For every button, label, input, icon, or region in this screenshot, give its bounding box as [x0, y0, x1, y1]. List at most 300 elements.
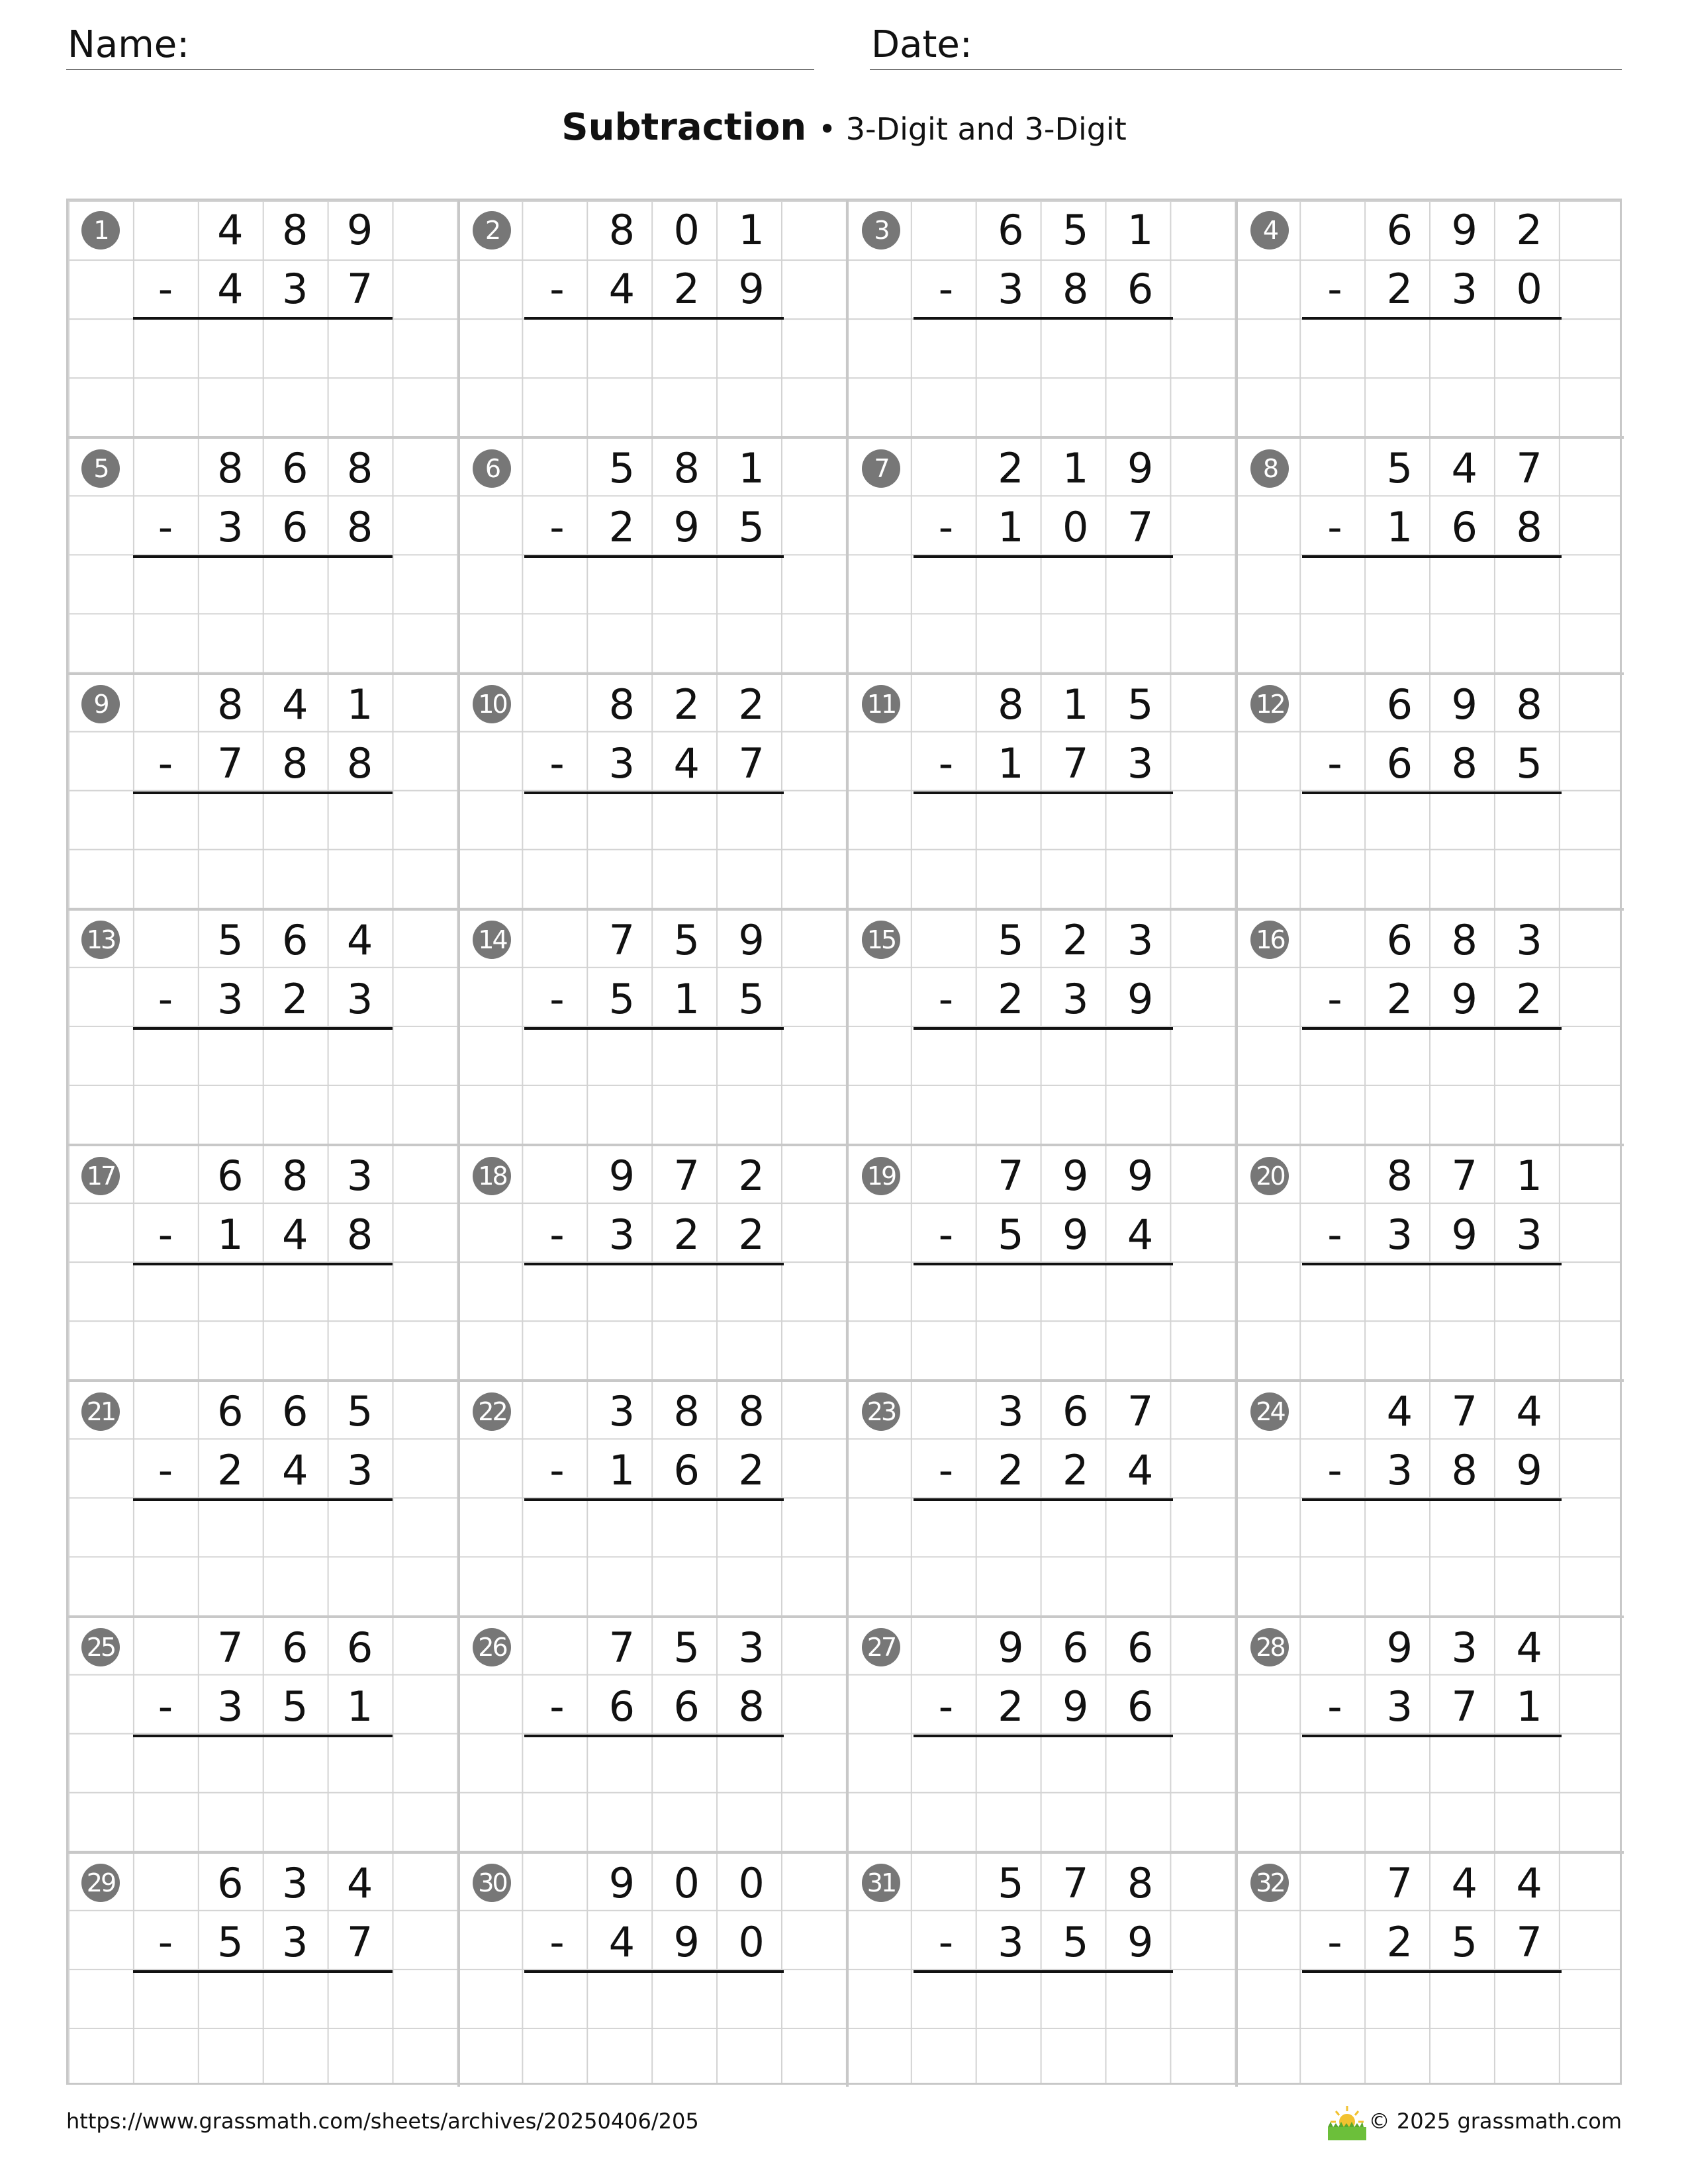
minuend-digit: 5: [673, 915, 700, 964]
subtrahend-digit: 6: [1386, 739, 1413, 788]
subtrahend-digit: 5: [1516, 739, 1542, 788]
minuend-digit: 3: [998, 1387, 1024, 1436]
problem-number-badge: 6: [473, 449, 511, 488]
problem-number-badge: 14: [473, 921, 511, 959]
subtrahend-digit: 5: [282, 1682, 308, 1731]
problem-number-badge: 18: [473, 1157, 511, 1195]
subtrahend-digit: 5: [738, 974, 765, 1023]
answer-rule: [914, 1498, 1173, 1501]
subtrahend-digit: 6: [1451, 503, 1477, 552]
minuend-digit: 4: [1516, 1623, 1542, 1672]
problem-number-badge: 22: [473, 1392, 511, 1431]
subtrahend-digit: 5: [998, 1210, 1024, 1259]
minuend-digit: 9: [1127, 1152, 1154, 1200]
subtrahend-digit: 2: [738, 1446, 765, 1495]
minuend-digit: 6: [1386, 915, 1413, 964]
problem-number-badge: 1: [81, 211, 120, 250]
minuend-digit: 8: [1386, 1152, 1413, 1200]
answer-rule: [524, 1498, 784, 1501]
minuend-digit: 7: [1451, 1152, 1477, 1200]
minuend-digit: 0: [673, 206, 700, 254]
minuend-digit: 5: [998, 915, 1024, 964]
minuend-digit: 9: [1127, 444, 1154, 493]
subtrahend-digit: 2: [998, 1682, 1024, 1731]
problem-number-badge: 7: [862, 449, 900, 488]
subtrahend-digit: 4: [673, 739, 700, 788]
subtrahend-digit: 3: [217, 503, 244, 552]
subtrahend-digit: 3: [346, 974, 373, 1023]
problem-block: [846, 1144, 1235, 1379]
problem-number-badge: 23: [862, 1392, 900, 1431]
problem-number-badge: 12: [1250, 685, 1289, 723]
subtrahend-digit: 9: [673, 503, 700, 552]
subtrahend-digit: 3: [1386, 1682, 1413, 1731]
answer-rule: [524, 1027, 784, 1030]
minuend-digit: 1: [346, 680, 373, 729]
problem-number-badge: 11: [862, 685, 900, 723]
subtrahend-digit: 6: [608, 1682, 635, 1731]
subtrahend-digit: 7: [1516, 1917, 1542, 1966]
title-sub: • 3-Digit and 3-Digit: [818, 111, 1127, 147]
minuend-digit: 5: [673, 1623, 700, 1672]
problem-block: [1235, 436, 1624, 672]
minuend-digit: 5: [1127, 680, 1154, 729]
minuend-digit: 9: [1451, 206, 1477, 254]
minus-sign: -: [1327, 265, 1342, 314]
problem-block: [1235, 672, 1624, 908]
subtrahend-digit: 8: [346, 1210, 373, 1259]
minuend-digit: 3: [608, 1387, 635, 1436]
subtrahend-digit: 0: [738, 1917, 765, 1966]
minuend-digit: 7: [673, 1152, 700, 1200]
minuend-digit: 9: [608, 1858, 635, 1907]
subtrahend-digit: 8: [1516, 503, 1542, 552]
subtrahend-digit: 1: [608, 1446, 635, 1495]
subtrahend-digit: 1: [346, 1682, 373, 1731]
minuend-digit: 5: [998, 1858, 1024, 1907]
minuend-digit: 5: [217, 915, 244, 964]
minuend-digit: 1: [1127, 206, 1154, 254]
minuend-digit: 1: [1516, 1152, 1542, 1200]
subtrahend-digit: 3: [217, 1682, 244, 1731]
subtrahend-digit: 8: [738, 1682, 765, 1731]
problem-block: [846, 1851, 1235, 2087]
problem-number-badge: 13: [81, 921, 120, 959]
footer-copyright: © 2025 grassmath.com: [1368, 2109, 1622, 2134]
subtrahend-digit: 2: [217, 1446, 244, 1495]
answer-rule: [133, 1263, 393, 1265]
minuend-digit: 7: [1386, 1858, 1413, 1907]
minuend-digit: 3: [346, 1152, 373, 1200]
minus-sign: -: [158, 503, 173, 552]
minuend-digit: 6: [998, 206, 1024, 254]
problem-number-badge: 20: [1250, 1157, 1289, 1195]
minuend-digit: 4: [1451, 1858, 1477, 1907]
problem-block: [457, 672, 847, 908]
subtrahend-digit: 3: [282, 1917, 308, 1966]
minus-sign: -: [549, 739, 565, 788]
minuend-digit: 7: [608, 915, 635, 964]
problem-block: [1235, 1851, 1624, 2087]
subtrahend-digit: 3: [1062, 974, 1089, 1023]
minus-sign: -: [1327, 503, 1342, 552]
minuend-digit: 6: [217, 1387, 244, 1436]
date-field[interactable]: [870, 21, 1622, 70]
minus-sign: -: [938, 265, 954, 314]
subtrahend-digit: 9: [1127, 974, 1154, 1023]
minuend-digit: 6: [217, 1152, 244, 1200]
minuend-digit: 4: [1386, 1387, 1413, 1436]
subtrahend-digit: 4: [282, 1210, 308, 1259]
problem-block: [68, 436, 457, 672]
minuend-digit: 8: [217, 444, 244, 493]
subtrahend-digit: 2: [673, 265, 700, 314]
subtrahend-digit: 3: [1451, 265, 1477, 314]
answer-rule: [133, 555, 393, 558]
problem-block: [457, 908, 847, 1144]
minuend-digit: 4: [1516, 1858, 1542, 1907]
answer-rule: [914, 792, 1173, 794]
problem-number-badge: 27: [862, 1628, 900, 1666]
answer-rule: [133, 1498, 393, 1501]
problem-number-badge: 30: [473, 1864, 511, 1902]
subtrahend-digit: 5: [738, 503, 765, 552]
minuend-digit: 7: [1127, 1387, 1154, 1436]
problem-number-badge: 8: [1250, 449, 1289, 488]
problem-block: [846, 201, 1235, 436]
title-main: Subtraction: [561, 106, 807, 149]
problem-block: [846, 436, 1235, 672]
minus-sign: -: [1327, 974, 1342, 1023]
subtrahend-digit: 6: [673, 1446, 700, 1495]
problem-block: [68, 1379, 457, 1615]
minuend-digit: 4: [346, 1858, 373, 1907]
minuend-digit: 2: [1516, 206, 1542, 254]
subtrahend-digit: 3: [217, 974, 244, 1023]
answer-rule: [914, 317, 1173, 320]
answer-rule: [524, 1263, 784, 1265]
problem-block: [68, 908, 457, 1144]
subtrahend-digit: 6: [1127, 1682, 1154, 1731]
answer-rule: [524, 792, 784, 794]
grass-sun-logo-icon: [1324, 2098, 1370, 2144]
minuend-digit: 7: [608, 1623, 635, 1672]
minuend-digit: 8: [217, 680, 244, 729]
minus-sign: -: [938, 1682, 954, 1731]
subtrahend-digit: 8: [1451, 739, 1477, 788]
answer-rule: [133, 792, 393, 794]
minuend-digit: 6: [282, 1387, 308, 1436]
problem-block: [1235, 1144, 1624, 1379]
minus-sign: -: [938, 974, 954, 1023]
footer-url: https://www.grassmath.com/sheets/archives/20250406/205: [66, 2109, 699, 2134]
subtrahend-digit: 4: [217, 265, 244, 314]
minuend-digit: 2: [998, 444, 1024, 493]
problem-number-badge: 4: [1250, 211, 1289, 250]
minuend-digit: 3: [1127, 915, 1154, 964]
subtrahend-digit: 0: [1062, 503, 1089, 552]
subtrahend-digit: 3: [346, 1446, 373, 1495]
problem-number-badge: 26: [473, 1628, 511, 1666]
answer-rule: [524, 1735, 784, 1737]
minus-sign: -: [158, 1210, 173, 1259]
minus-sign: -: [938, 1917, 954, 1966]
subtrahend-digit: 9: [1062, 1210, 1089, 1259]
subtrahend-digit: 1: [998, 739, 1024, 788]
subtrahend-digit: 5: [1451, 1917, 1477, 1966]
minus-sign: -: [938, 503, 954, 552]
minuend-digit: 9: [998, 1623, 1024, 1672]
minus-sign: -: [158, 1682, 173, 1731]
answer-rule: [914, 1735, 1173, 1737]
subtrahend-digit: 8: [1062, 265, 1089, 314]
subtrahend-digit: 9: [1127, 1917, 1154, 1966]
minus-sign: -: [1327, 1917, 1342, 1966]
answer-rule: [133, 1735, 393, 1737]
subtrahend-digit: 7: [346, 1917, 373, 1966]
problem-block: [846, 908, 1235, 1144]
subtrahend-digit: 2: [1386, 974, 1413, 1023]
subtrahend-digit: 9: [1451, 1210, 1477, 1259]
subtrahend-digit: 2: [1386, 265, 1413, 314]
minus-sign: -: [1327, 739, 1342, 788]
problem-number-badge: 25: [81, 1628, 120, 1666]
minus-sign: -: [1327, 1210, 1342, 1259]
subtrahend-digit: 5: [217, 1917, 244, 1966]
minuend-digit: 6: [1386, 680, 1413, 729]
subtrahend-digit: 8: [346, 739, 373, 788]
answer-rule: [1302, 1498, 1562, 1501]
minuend-digit: 8: [673, 1387, 700, 1436]
minuend-digit: 1: [738, 444, 765, 493]
subtrahend-digit: 2: [282, 974, 308, 1023]
problem-block: [457, 436, 847, 672]
answer-rule: [1302, 555, 1562, 558]
minus-sign: -: [158, 1917, 173, 1966]
subtrahend-digit: 8: [282, 739, 308, 788]
subtrahend-digit: 3: [998, 1917, 1024, 1966]
subtrahend-digit: 6: [1127, 265, 1154, 314]
minuend-digit: 7: [1516, 444, 1542, 493]
minuend-digit: 4: [1451, 444, 1477, 493]
minuend-digit: 8: [738, 1387, 765, 1436]
subtrahend-digit: 4: [1127, 1210, 1154, 1259]
answer-rule: [1302, 1027, 1562, 1030]
subtrahend-digit: 7: [1127, 503, 1154, 552]
answer-rule: [133, 1970, 393, 1973]
minuend-digit: 9: [738, 915, 765, 964]
answer-rule: [914, 1970, 1173, 1973]
subtrahend-digit: 1: [998, 503, 1024, 552]
minuend-digit: 3: [1451, 1623, 1477, 1672]
minuend-digit: 0: [738, 1858, 765, 1907]
minus-sign: -: [549, 1446, 565, 1495]
problem-number-badge: 29: [81, 1864, 120, 1902]
minuend-digit: 1: [738, 206, 765, 254]
minuend-digit: 7: [1062, 1858, 1089, 1907]
subtrahend-digit: 9: [1516, 1446, 1542, 1495]
subtrahend-digit: 6: [282, 503, 308, 552]
subtrahend-digit: 9: [1451, 974, 1477, 1023]
subtrahend-digit: 2: [608, 503, 635, 552]
minuend-digit: 6: [282, 915, 308, 964]
problem-number-badge: 15: [862, 921, 900, 959]
minuend-digit: 9: [1451, 680, 1477, 729]
minuend-digit: 8: [346, 444, 373, 493]
minuend-digit: 7: [217, 1623, 244, 1672]
problem-block: [846, 1615, 1235, 1851]
problem-number-badge: 16: [1250, 921, 1289, 959]
problem-number-badge: 17: [81, 1157, 120, 1195]
subtrahend-digit: 3: [608, 1210, 635, 1259]
date-label: Date:: [871, 23, 972, 66]
subtrahend-digit: 2: [738, 1210, 765, 1259]
subtrahend-digit: 9: [738, 265, 765, 314]
minuend-digit: 3: [738, 1623, 765, 1672]
problem-block: [68, 1851, 457, 2087]
problem-block: [457, 1851, 847, 2087]
subtrahend-digit: 2: [1516, 974, 1542, 1023]
minuend-digit: 9: [1386, 1623, 1413, 1672]
answer-rule: [914, 1027, 1173, 1030]
minuend-digit: 9: [346, 206, 373, 254]
subtrahend-digit: 0: [1516, 265, 1542, 314]
subtrahend-digit: 7: [217, 739, 244, 788]
problem-block: [68, 1144, 457, 1379]
subtrahend-digit: 9: [673, 1917, 700, 1966]
problem-block: [457, 1379, 847, 1615]
minuend-digit: 8: [608, 206, 635, 254]
problem-block: [68, 201, 457, 436]
minuend-digit: 6: [1127, 1623, 1154, 1672]
problem-block: [1235, 201, 1624, 436]
minus-sign: -: [549, 974, 565, 1023]
minus-sign: -: [1327, 1682, 1342, 1731]
answer-rule: [1302, 1735, 1562, 1737]
name-field[interactable]: [66, 21, 814, 70]
subtrahend-digit: 3: [998, 265, 1024, 314]
problem-block: [1235, 908, 1624, 1144]
minuend-digit: 8: [1451, 915, 1477, 964]
subtrahend-digit: 8: [346, 503, 373, 552]
minuend-digit: 8: [282, 1152, 308, 1200]
minuend-digit: 6: [217, 1858, 244, 1907]
minuend-digit: 8: [282, 206, 308, 254]
minuend-digit: 6: [1062, 1387, 1089, 1436]
answer-rule: [1302, 792, 1562, 794]
subtrahend-digit: 7: [738, 739, 765, 788]
name-label: Name:: [68, 23, 190, 66]
minus-sign: -: [549, 1210, 565, 1259]
minuend-digit: 3: [1516, 915, 1542, 964]
minuend-digit: 2: [738, 1152, 765, 1200]
answer-rule: [1302, 317, 1562, 320]
minuend-digit: 7: [998, 1152, 1024, 1200]
minuend-digit: 2: [738, 680, 765, 729]
minuend-digit: 8: [998, 680, 1024, 729]
minus-sign: -: [549, 503, 565, 552]
minuend-digit: 5: [1062, 206, 1089, 254]
problem-block: [846, 672, 1235, 908]
problem-number-badge: 31: [862, 1864, 900, 1902]
problem-block: [68, 1615, 457, 1851]
subtrahend-digit: 4: [282, 1446, 308, 1495]
minuend-digit: 0: [673, 1858, 700, 1907]
problem-block: [457, 1615, 847, 1851]
minuend-digit: 4: [217, 206, 244, 254]
subtrahend-digit: 2: [673, 1210, 700, 1259]
problem-number-badge: 28: [1250, 1628, 1289, 1666]
minuend-digit: 8: [1127, 1858, 1154, 1907]
minuend-digit: 5: [608, 444, 635, 493]
minus-sign: -: [549, 1917, 565, 1966]
answer-rule: [133, 317, 393, 320]
problem-number-badge: 19: [862, 1157, 900, 1195]
subtrahend-digit: 1: [673, 974, 700, 1023]
minus-sign: -: [938, 1446, 954, 1495]
problem-block: [457, 1144, 847, 1379]
subtrahend-digit: 8: [1451, 1446, 1477, 1495]
minuend-digit: 6: [282, 1623, 308, 1672]
minuend-digit: 4: [1516, 1387, 1542, 1436]
problem-block: [68, 672, 457, 908]
minuend-digit: 1: [1062, 680, 1089, 729]
subtrahend-digit: 7: [1062, 739, 1089, 788]
subtrahend-digit: 1: [1516, 1682, 1542, 1731]
subtrahend-digit: 6: [673, 1682, 700, 1731]
minus-sign: -: [549, 1682, 565, 1731]
page-title: [0, 106, 1688, 149]
problem-grid: [66, 199, 1622, 2085]
subtrahend-digit: 4: [1127, 1446, 1154, 1495]
subtrahend-digit: 7: [346, 265, 373, 314]
minuend-digit: 6: [1062, 1623, 1089, 1672]
problem-number-badge: 2: [473, 211, 511, 250]
minuend-digit: 2: [1062, 915, 1089, 964]
minuend-digit: 5: [1386, 444, 1413, 493]
minuend-digit: 8: [673, 444, 700, 493]
answer-rule: [1302, 1263, 1562, 1265]
subtrahend-digit: 2: [998, 974, 1024, 1023]
problem-block: [1235, 1615, 1624, 1851]
subtrahend-digit: 5: [1062, 1917, 1089, 1966]
answer-rule: [1302, 1970, 1562, 1973]
subtrahend-digit: 3: [282, 265, 308, 314]
subtrahend-digit: 5: [608, 974, 635, 1023]
minuend-digit: 9: [1062, 1152, 1089, 1200]
minuend-digit: 6: [282, 444, 308, 493]
subtrahend-digit: 2: [998, 1446, 1024, 1495]
minus-sign: -: [1327, 1446, 1342, 1495]
minus-sign: -: [549, 265, 565, 314]
subtrahend-digit: 2: [1062, 1446, 1089, 1495]
minuend-digit: 6: [346, 1623, 373, 1672]
subtrahend-digit: 4: [608, 1917, 635, 1966]
minuend-digit: 8: [608, 680, 635, 729]
answer-rule: [524, 555, 784, 558]
minus-sign: -: [158, 265, 173, 314]
subtrahend-digit: 1: [217, 1210, 244, 1259]
problem-block: [457, 201, 847, 436]
subtrahend-digit: 3: [1386, 1446, 1413, 1495]
problem-number-badge: 32: [1250, 1864, 1289, 1902]
minuend-digit: 3: [282, 1858, 308, 1907]
answer-rule: [133, 1027, 393, 1030]
subtrahend-digit: 2: [1386, 1917, 1413, 1966]
problem-number-badge: 10: [473, 685, 511, 723]
subtrahend-digit: 3: [1386, 1210, 1413, 1259]
problem-number-badge: 21: [81, 1392, 120, 1431]
